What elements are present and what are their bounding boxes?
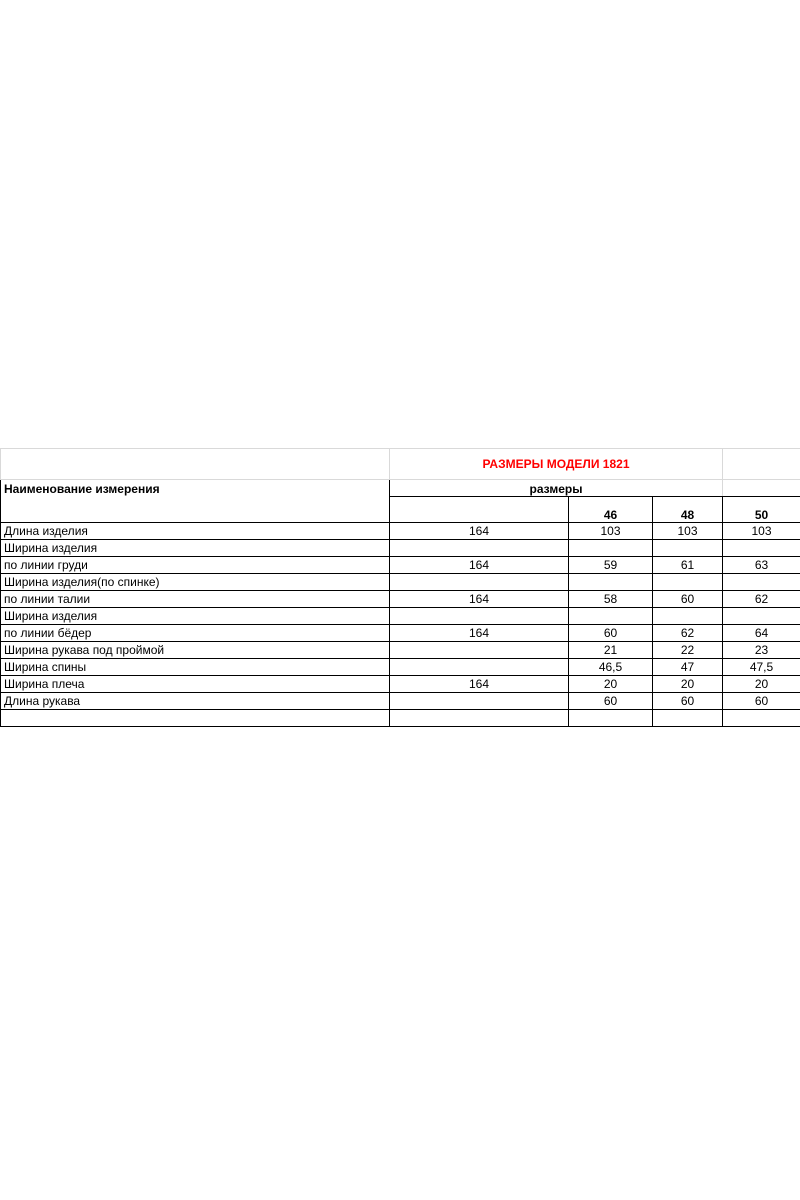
row-label: по линии бёдер — [1, 625, 390, 642]
row-size-48-value — [653, 608, 723, 625]
blank-cell — [723, 480, 800, 497]
measurement-header: Наименование измерения — [1, 480, 390, 523]
size-chart-sheet — [0, 448, 800, 727]
row-size-50-value: 64 — [723, 625, 800, 642]
table-row — [1, 676, 800, 693]
row-size-48-value — [653, 710, 723, 727]
row-extra-value — [390, 608, 569, 625]
title-row — [1, 449, 800, 480]
table-row — [1, 523, 800, 540]
row-extra-value — [390, 642, 569, 659]
table-row — [1, 642, 800, 659]
row-size-48-value: 20 — [653, 676, 723, 693]
row-size-46-value: 21 — [569, 642, 653, 659]
row-size-48-value: 22 — [653, 642, 723, 659]
row-label: Ширина рукава под проймой — [1, 642, 390, 659]
row-size-46-value: 60 — [569, 693, 653, 710]
row-size-50-value: 62 — [723, 591, 800, 608]
row-size-50-value: 63 — [723, 557, 800, 574]
size-50: 50 — [723, 497, 800, 523]
row-size-46-value: 58 — [569, 591, 653, 608]
row-size-50-value — [723, 574, 800, 591]
blank-cell — [1, 449, 390, 480]
row-size-46-value: 20 — [569, 676, 653, 693]
row-extra-value — [390, 574, 569, 591]
row-extra-value — [390, 710, 569, 727]
size-chart-table — [0, 448, 800, 727]
row-size-48-value: 47 — [653, 659, 723, 676]
blank-cell — [723, 449, 800, 480]
row-label: Ширина плеча — [1, 676, 390, 693]
row-size-50-value: 23 — [723, 642, 800, 659]
row-size-48-value: 61 — [653, 557, 723, 574]
header-row — [1, 480, 800, 497]
row-size-46-value: 59 — [569, 557, 653, 574]
row-size-50-value — [723, 540, 800, 557]
row-size-46-value: 103 — [569, 523, 653, 540]
row-size-48-value: 60 — [653, 693, 723, 710]
chart-title: РАЗМЕРЫ МОДЕЛИ 1821 — [390, 449, 723, 480]
row-extra-value: 164 — [390, 523, 569, 540]
table-row — [1, 540, 800, 557]
row-label: Ширина изделия — [1, 540, 390, 557]
table-row — [1, 659, 800, 676]
row-size-46-value — [569, 608, 653, 625]
row-size-46-value — [569, 710, 653, 727]
row-extra-value: 164 — [390, 676, 569, 693]
row-label: Длина рукава — [1, 693, 390, 710]
table-row — [1, 574, 800, 591]
row-size-50-value: 103 — [723, 523, 800, 540]
row-label: по линии груди — [1, 557, 390, 574]
row-label — [1, 710, 390, 727]
row-size-48-value — [653, 540, 723, 557]
row-size-50-value — [723, 710, 800, 727]
row-label: Ширина спины — [1, 659, 390, 676]
row-size-50-value: 60 — [723, 693, 800, 710]
row-size-50-value: 47,5 — [723, 659, 800, 676]
row-size-50-value — [723, 608, 800, 625]
row-extra-value — [390, 540, 569, 557]
table-row — [1, 591, 800, 608]
row-label: Длина изделия — [1, 523, 390, 540]
table-row — [1, 608, 800, 625]
blank-cell — [390, 497, 569, 523]
row-size-46-value — [569, 574, 653, 591]
row-size-50-value: 20 — [723, 676, 800, 693]
table-row — [1, 557, 800, 574]
sizes-header: размеры — [390, 480, 723, 497]
row-extra-value: 164 — [390, 625, 569, 642]
row-label: Ширина изделия(по спинке) — [1, 574, 390, 591]
row-size-48-value: 103 — [653, 523, 723, 540]
table-row — [1, 710, 800, 727]
row-extra-value: 164 — [390, 591, 569, 608]
row-extra-value: 164 — [390, 557, 569, 574]
row-extra-value — [390, 659, 569, 676]
size-46: 46 — [569, 497, 653, 523]
row-label: по линии талии — [1, 591, 390, 608]
row-extra-value — [390, 693, 569, 710]
row-size-48-value: 60 — [653, 591, 723, 608]
row-size-48-value — [653, 574, 723, 591]
table-row — [1, 625, 800, 642]
row-size-46-value: 60 — [569, 625, 653, 642]
row-size-48-value: 62 — [653, 625, 723, 642]
row-size-46-value — [569, 540, 653, 557]
size-48: 48 — [653, 497, 723, 523]
table-row — [1, 693, 800, 710]
row-size-46-value: 46,5 — [569, 659, 653, 676]
row-label: Ширина изделия — [1, 608, 390, 625]
